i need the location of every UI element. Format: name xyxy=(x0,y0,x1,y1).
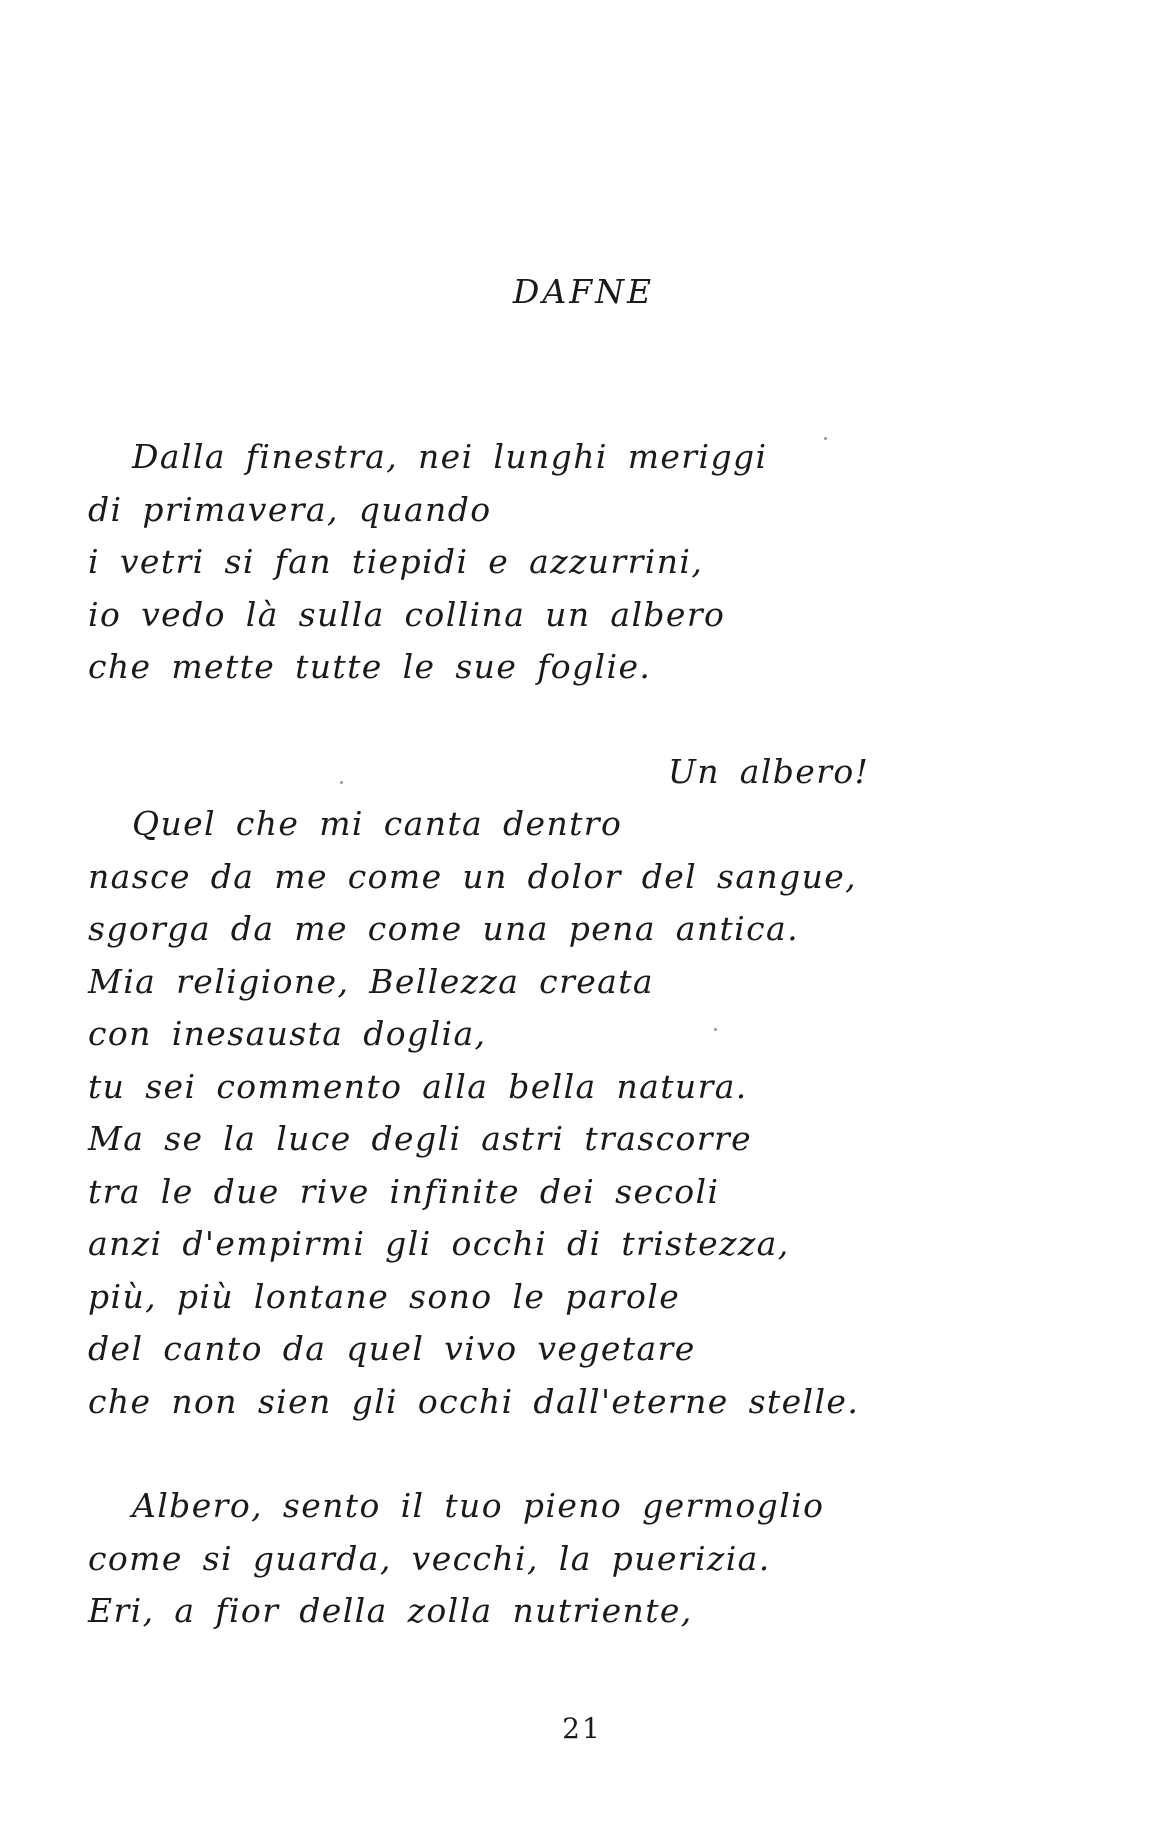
verse-line: io vedo là sulla collina un albero xyxy=(88,594,726,634)
verse-line: nasce da me come un dolor del sangue, xyxy=(88,856,858,896)
verse-line: Un albero! xyxy=(668,751,870,791)
verse-line: più, più lontane sono le parole xyxy=(88,1276,681,1316)
verse-line: Mia religione, Bellezza creata xyxy=(88,961,654,1001)
scan-speck xyxy=(340,781,343,784)
verse-line: tu sei commento alla bella natura. xyxy=(88,1066,748,1106)
stanza-gap xyxy=(88,1428,869,1480)
stanza-gap xyxy=(88,694,869,746)
page-number: 21 xyxy=(562,1712,602,1745)
verse-line: che mette tutte le sue foglie. xyxy=(88,647,652,686)
poem-title: DAFNE xyxy=(512,272,655,311)
verse-line: come si guarda, vecchi, la puerizia. xyxy=(88,1538,771,1578)
verse-line: i vetri si fan tiepidi e azzurrini, xyxy=(88,542,704,581)
verse-line: Dalla finestra, nei lunghi meriggi xyxy=(132,437,768,476)
verse-line: Eri, a fior della zolla nutriente, xyxy=(88,1591,693,1630)
verse-line: Albero, sento il tuo pieno germoglio xyxy=(132,1486,825,1525)
scan-speck xyxy=(714,1028,717,1031)
stanza-1 xyxy=(88,431,869,694)
verse-line: Ma se la luce degli astri trascorre xyxy=(88,1119,753,1158)
scan-speck xyxy=(824,437,827,440)
stanza-3 xyxy=(88,1480,869,1638)
verse-line: con inesausta doglia, xyxy=(88,1014,487,1053)
verse-line: anzi d'empirmi gli occhi di tristezza, xyxy=(88,1224,790,1263)
verse-line: di primavera, quando xyxy=(88,489,492,529)
stanza-2 xyxy=(88,746,869,1429)
verse-line: del canto da quel vivo vegetare xyxy=(88,1329,696,1368)
verse-line: Quel che mi canta dentro xyxy=(132,804,623,843)
verse-line: sgorga da me come una pena antica. xyxy=(88,909,799,948)
poem-body xyxy=(88,431,869,1638)
verse-line: che non sien gli occhi dall'eterne stelle. xyxy=(88,1381,860,1421)
verse-line: tra le due rive infinite dei secoli xyxy=(88,1171,720,1211)
